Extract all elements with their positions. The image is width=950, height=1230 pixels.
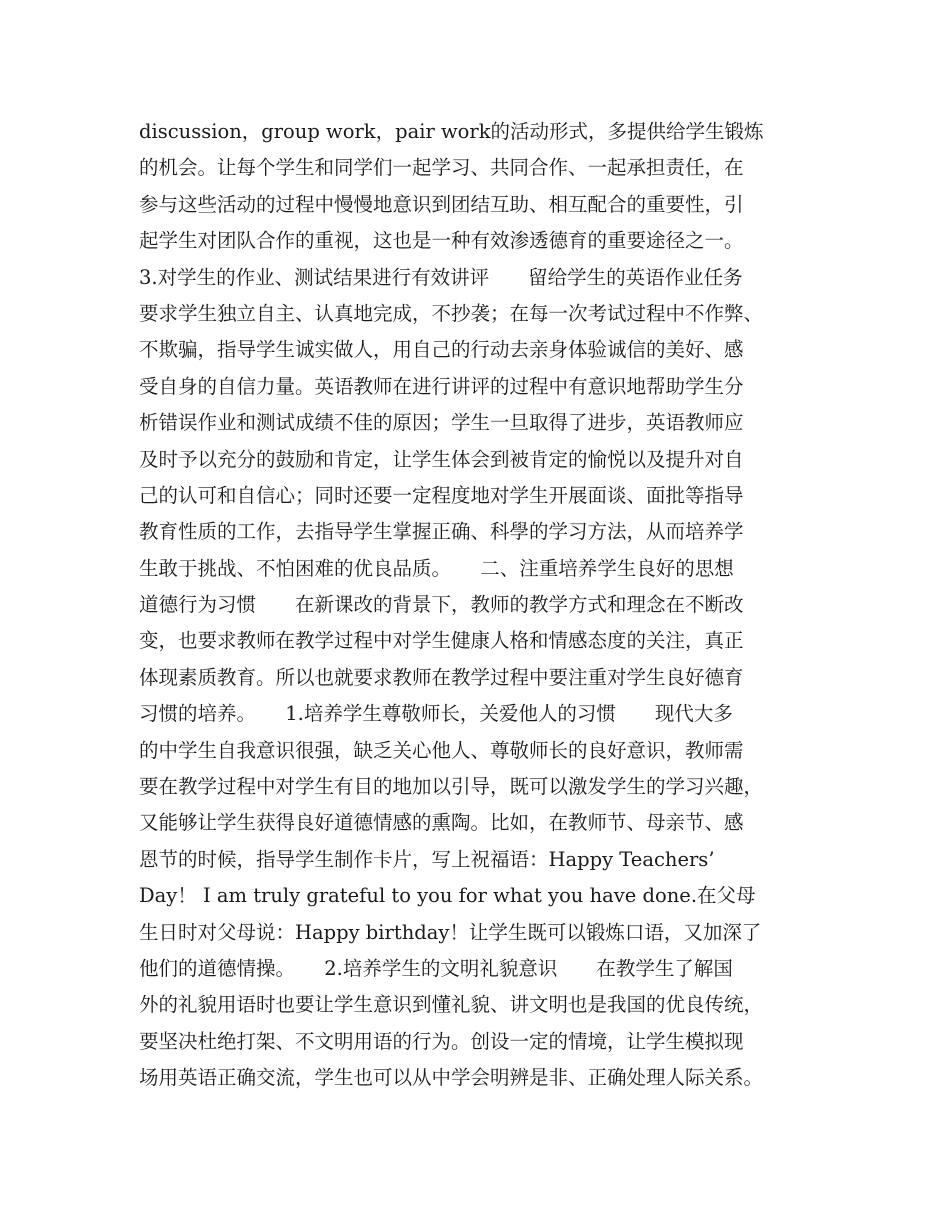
text-line: 习惯的培养。 1.培养学生尊敬师长，关爱他人的习惯 现代大多 [139,702,733,726]
text-line: 又能够让学生获得良好道德情感的熏陶。比如，在教师节、母亲节、感 [139,811,744,835]
text-line: 道德行为习惯 在新课改的背景下，教师的教学方式和理念在不断改 [139,593,744,617]
text-line: 的中学生自我意识很强，缺乏关心他人、尊敬师长的良好意识，教师需 [139,738,744,762]
text-line: 要在教学过程中对学生有目的地加以引导，既可以激发学生的学习兴趣， [139,775,764,799]
text-line: 的机会。让每个学生和同学们一起学习、共同合作、一起承担责任，在 [139,156,744,180]
text-line: 不欺骗，指导学生诚实做人，用自己的行动去亲身体验诚信的美好、感 [139,338,744,362]
text-line: 场用英语正确交流，学生也可以从中学会明辨是非、正确处理人际关系。 [139,1066,764,1090]
text-line: 及时予以充分的鼓励和肯定，让学生体会到被肯定的愉悦以及提升对自 [139,447,744,471]
text-line: 受自身的自信力量。英语教师在进行讲评的过程中有意识地帮助学生分 [139,374,744,398]
text-line: 起学生对团队合作的重视，这也是一种有效渗透德育的重要途径之一。 [139,229,744,253]
text-line: 要求学生独立自主、认真地完成，不抄袭；在每一次考试过程中不作弊、 [139,301,764,325]
text-line: 体现素质教育。所以也就要求教师在教学过程中要注重对学生良好德育 [139,665,744,689]
text-line: 生日时对父母说：Happy birthday！让学生既可以锻炼口语，又加深了 [139,920,762,944]
text-line: 变，也要求教师在教学过程中对学生健康人格和情感态度的关注，真正 [139,629,744,653]
text-line: 外的礼貌用语时也要让学生意识到懂礼貌、讲文明也是我国的优良传统， [139,993,764,1017]
text-line: 教育性质的工作，去指导学生掌握正确、科學的学习方法，从而培养学 [139,520,744,544]
text-line: 参与这些活动的过程中慢慢地意识到团结互助、相互配合的重要性，引 [139,192,744,216]
text-line: 要坚决杜绝打架、不文明用语的行为。创设一定的情境，让学生模拟现 [139,1029,744,1053]
text-line: 己的认可和自信心；同时还要一定程度地对学生开展面谈、面批等指导 [139,483,744,507]
text-line: 生敢于挑战、不怕困难的优良品质。 二、注重培养学生良好的思想 [139,556,734,580]
text-line: 3.对学生的作业、测试结果进行有效讲评 留给学生的英语作业任务 [139,265,743,289]
text-line: 析错误作业和测试成绩不佳的原因；学生一旦取得了进步，英语教师应 [139,411,744,435]
text-line: Day！ I am truly grateful to you for what you have done.在父母 [139,884,756,908]
text-line: 恩节的时候，指导学生制作卡片，写上祝福语：Happy Teachers’ [139,847,715,871]
text-line: discussion，group work，pair work的活动形式，多提供给学生锻炼 [139,120,764,143]
body-text [139,114,829,1097]
text-line: 他们的道德情操。 2.培养学生的文明礼貌意识 在教学生了解国 [139,956,733,980]
